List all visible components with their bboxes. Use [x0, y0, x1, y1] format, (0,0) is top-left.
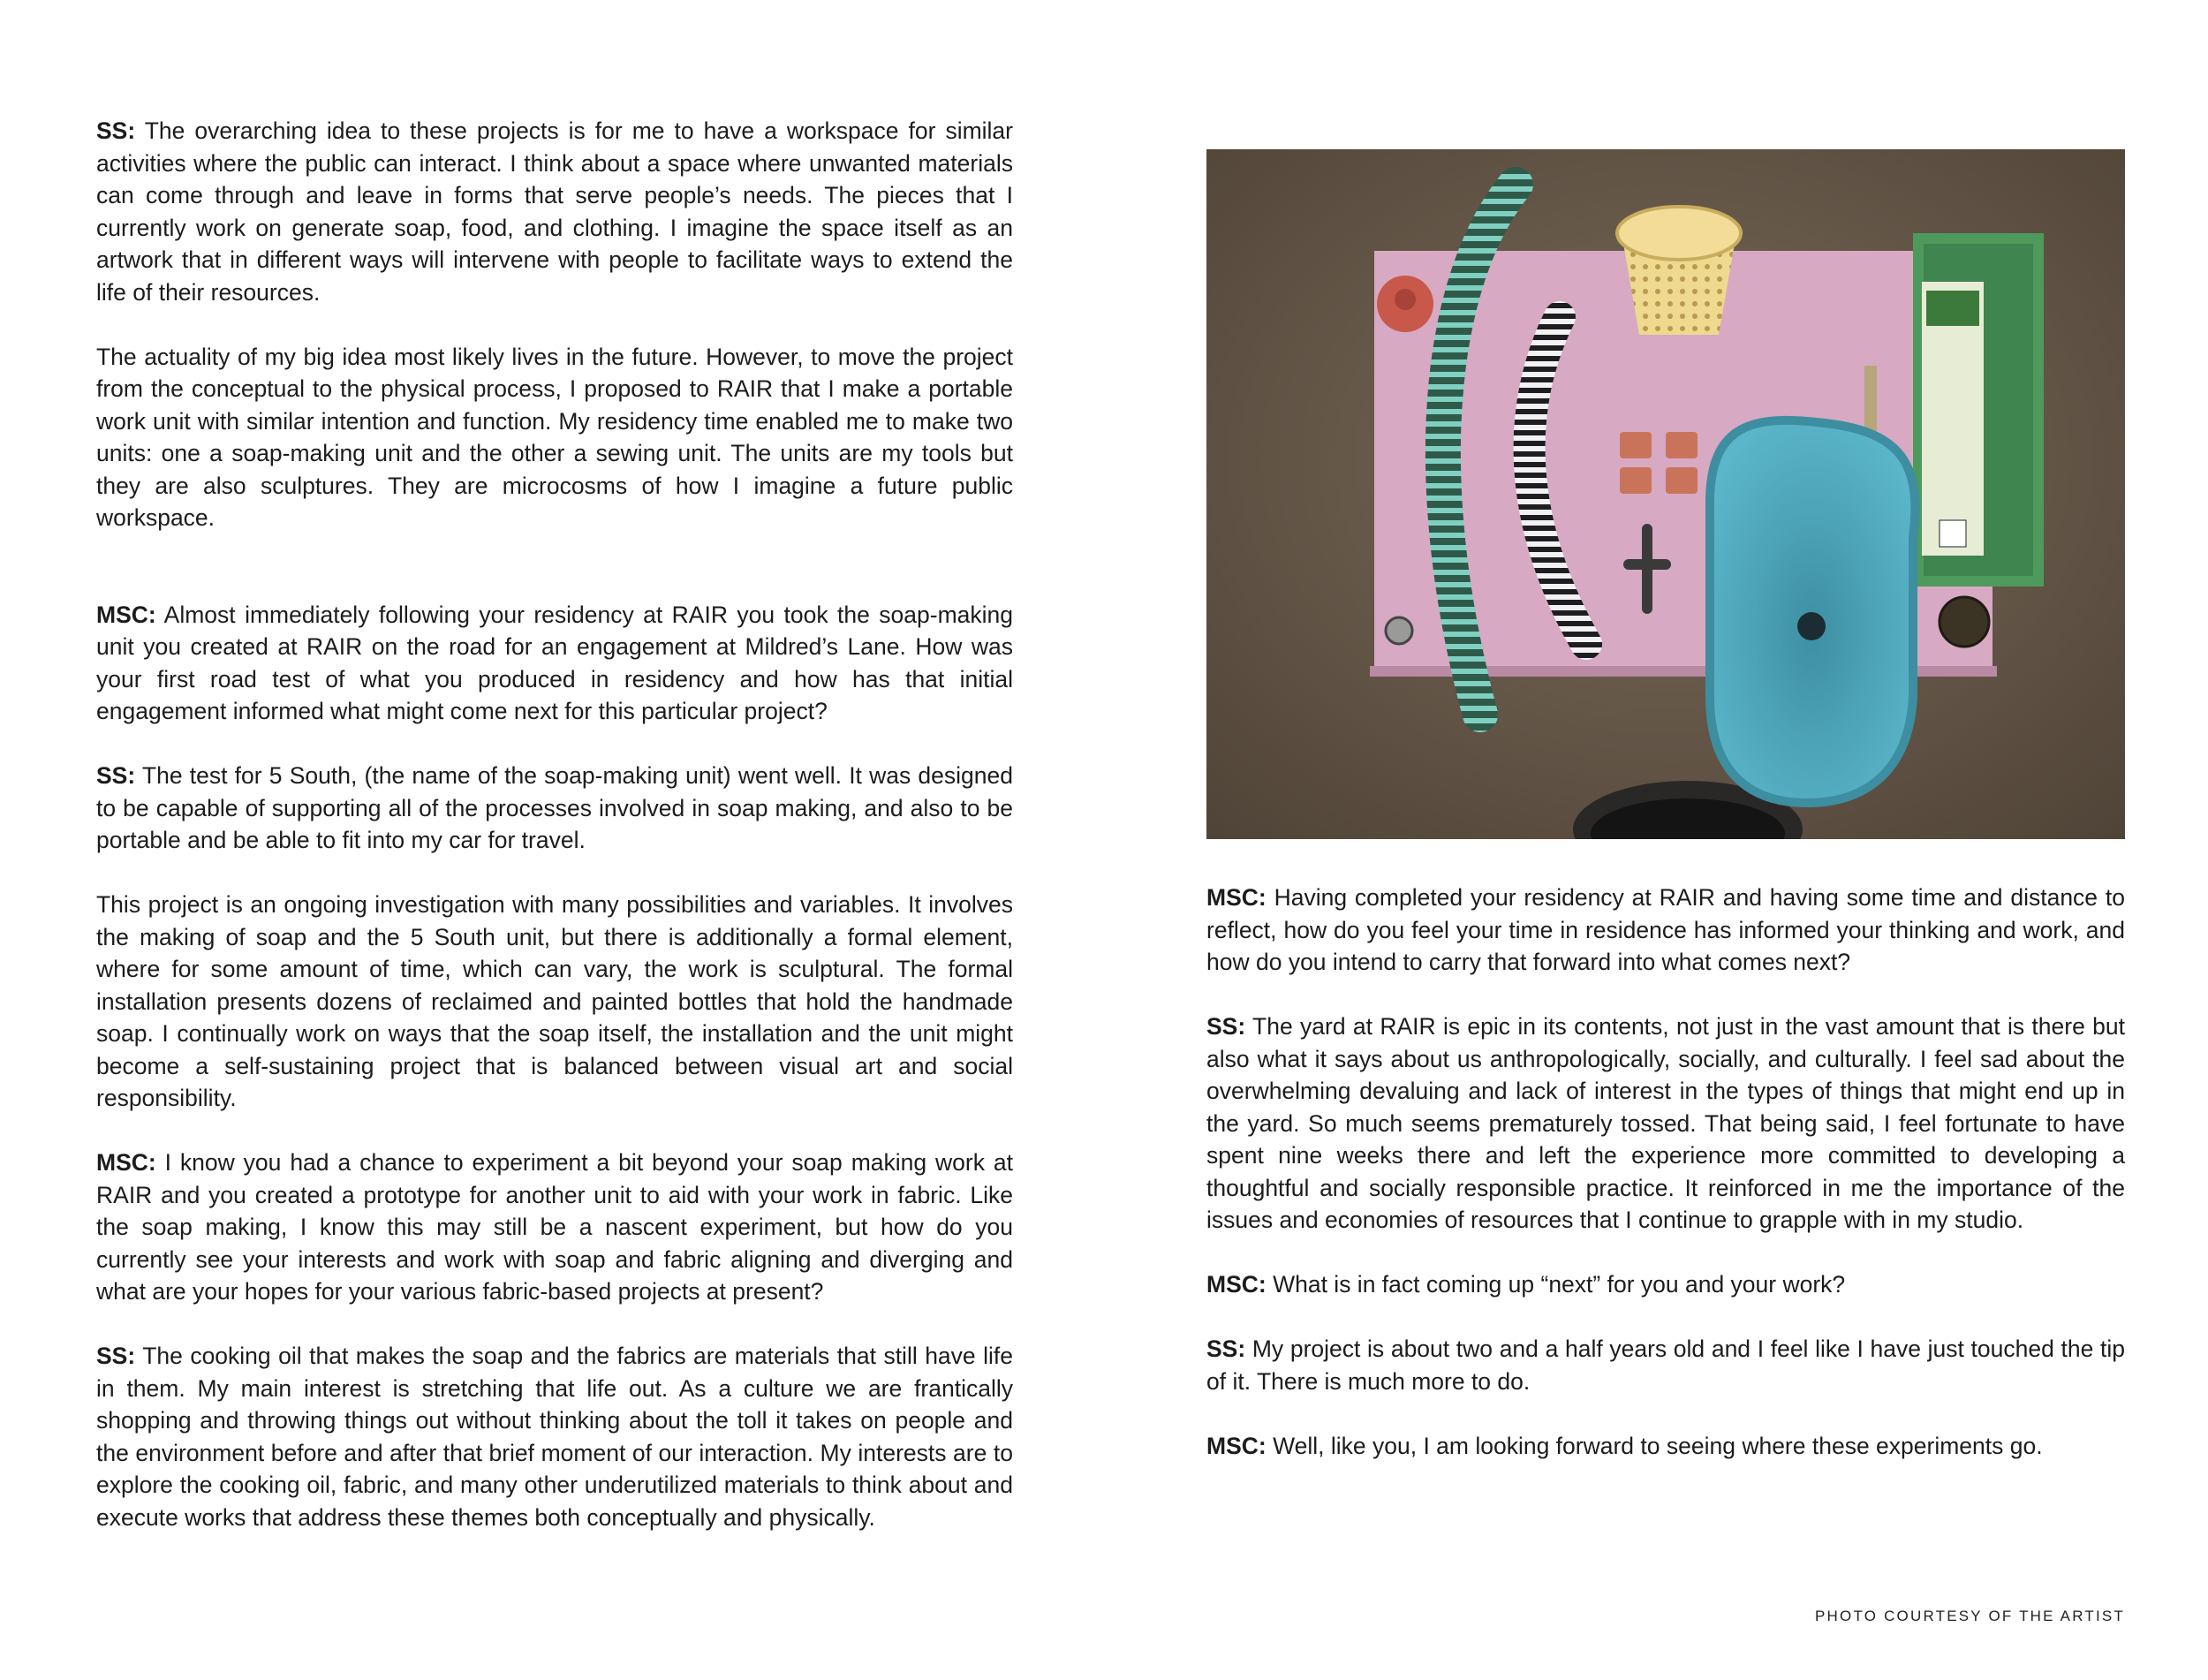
product-card-label — [1926, 291, 1979, 326]
interview-paragraph — [1206, 1268, 2125, 1301]
dark-disc — [1940, 597, 1989, 647]
interview-paragraph — [96, 599, 1013, 728]
metal-knob — [1386, 617, 1412, 644]
paragraph-text: The test for 5 South, (the name of the soap-making unit) went well. It was designed to be capable of supporting all of the processes involved in soap making, and also to be portable and be able to fit into my car for travel. — [96, 762, 1013, 853]
photo-credit: PHOTO COURTESY OF THE ARTIST — [1815, 1608, 2125, 1624]
interview-paragraph — [96, 1146, 1013, 1308]
paragraph-text: Having completed your residency at RAIR and having some time and distance to reflect, how do you feel your time in residence has informed your thinking and work, and how do you intend to carry that forward into what comes next? — [1206, 884, 2125, 975]
speaker-label: MSC: — [1206, 1432, 1267, 1459]
speaker-label: MSC: — [96, 1149, 156, 1176]
interview-paragraph — [1206, 1430, 2125, 1463]
interview-paragraph — [96, 115, 1013, 308]
product-card-barcode — [1940, 520, 1966, 547]
paragraph-text: The cooking oil that makes the soap and the fabrics are materials that still have life in them. My main interest is stretching that life out. As a culture we are frantically shopping and throwing things out without thinking about the toll it takes on people and the environment before and after that brief moment of our interaction. My interests are to explore the cooking oil, fabric, and many other underutilized materials to think about and execute works that address these themes both conceptually and physically. — [96, 1343, 1013, 1531]
artwork-photo — [1206, 149, 2125, 839]
small-block — [1666, 467, 1698, 494]
paragraph-text: The actuality of my big idea most likely lives in the future. However, to move the project from the conceptual to the physical process, I proposed to RAIR that I make a portable work unit with similar intention and function. My residency time enabled me to make two units: one a soap-making unit and the other a sewing unit. The units are my tools but they are also sculptures. They are microcosms of how I imagine a future public workspace. — [96, 343, 1013, 531]
interview-paragraph — [96, 889, 1013, 1115]
soap-unit-photo-illustration — [1206, 149, 2125, 839]
small-block — [1620, 432, 1652, 458]
right-text-column — [1206, 882, 2125, 1495]
speaker-label: SS: — [96, 762, 136, 789]
paragraph-text: My project is about two and a half years old and I feel like I have just touched the tip of it. There is much more to do. — [1206, 1336, 2125, 1395]
left-text-column — [96, 115, 1013, 1566]
interview-paragraph — [96, 341, 1013, 534]
speaker-label: MSC: — [96, 601, 156, 628]
paragraph-text: Almost immediately following your residency at RAIR you took the soap-making unit you created at RAIR on the road for an engagement at Mildred’s Lane. How was your first road test of what you produced in residency and how has that initial engagement informed what might come next for this particular project? — [96, 601, 1013, 724]
speaker-label: SS: — [1206, 1013, 1246, 1040]
paragraph-text: This project is an ongoing investigation with many possibilities and variables. It involves the making of soap and the 5 South unit, but there is additionally a formal element, where for some amount of time, which can vary, the work is sculptural. The formal installation presents dozens of reclaimed and painted bottles that hold the handmade soap. I continually work on ways that the soap itself, the installation and the unit might become a self-sustaining project that is balanced between visual art and social responsibility. — [96, 891, 1013, 1111]
interview-paragraph — [96, 1340, 1013, 1533]
paragraph-text: I know you had a chance to experiment a bit beyond your soap making work at RAIR and you created a prototype for another unit to aid with your work in fabric. Like the soap making, I know this may still be a nascent experiment, but how do you currently see your interests and work with soap and fabric aligning and diverging and what are your hopes for your various fabric-based projects at present? — [96, 1149, 1013, 1305]
interview-paragraph — [1206, 1010, 2125, 1237]
paragraph-text: Well, like you, I am looking forward to seeing where these experiments go. — [1273, 1432, 2043, 1459]
speaker-label: MSC: — [1206, 884, 1267, 911]
small-block — [1666, 432, 1698, 458]
paragraph-text: The yard at RAIR is epic in its contents, not just in the vast amount that is there but also what it says about us anthropologically, socially, and culturally. I feel sad about the overwhelming devaluing and lack of interest in the types of things that might end up in the yard. So much seems prematurely tossed. That being said, I feel fortunate to have spent nine weeks there and left the experience more committed to developing a thoughtful and socially responsible practice. It reinforced in me the importance of the issues and economies of resources that I continue to grapple with in my studio. — [1206, 1013, 2125, 1233]
paragraph-text: What is in fact coming up “next” for you and your work? — [1273, 1271, 1846, 1298]
speaker-label: SS: — [96, 1343, 136, 1369]
basin-drain — [1797, 612, 1826, 640]
paragraph-text: The overarching idea to these projects is for me to have a workspace for similar activities where the public can interact. I think about a space where unwanted materials can come through and leave in forms that serve people’s needs. The pieces that I currently work on generate soap, food, and clothing. I imagine the space itself as an artwork that in different ways will intervene with people to facilitate ways to extend the life of their resources. — [96, 117, 1013, 306]
interview-paragraph — [1206, 882, 2125, 979]
yellow-strainer-rim — [1617, 207, 1741, 260]
speaker-label: SS: — [96, 117, 136, 144]
small-block — [1620, 467, 1652, 494]
red-cap-top — [1395, 289, 1416, 310]
speaker-label: MSC: — [1206, 1271, 1267, 1298]
speaker-label: SS: — [1206, 1336, 1246, 1362]
interview-paragraph — [1206, 1333, 2125, 1397]
teal-basin — [1710, 420, 1915, 803]
interview-paragraph — [96, 760, 1013, 857]
